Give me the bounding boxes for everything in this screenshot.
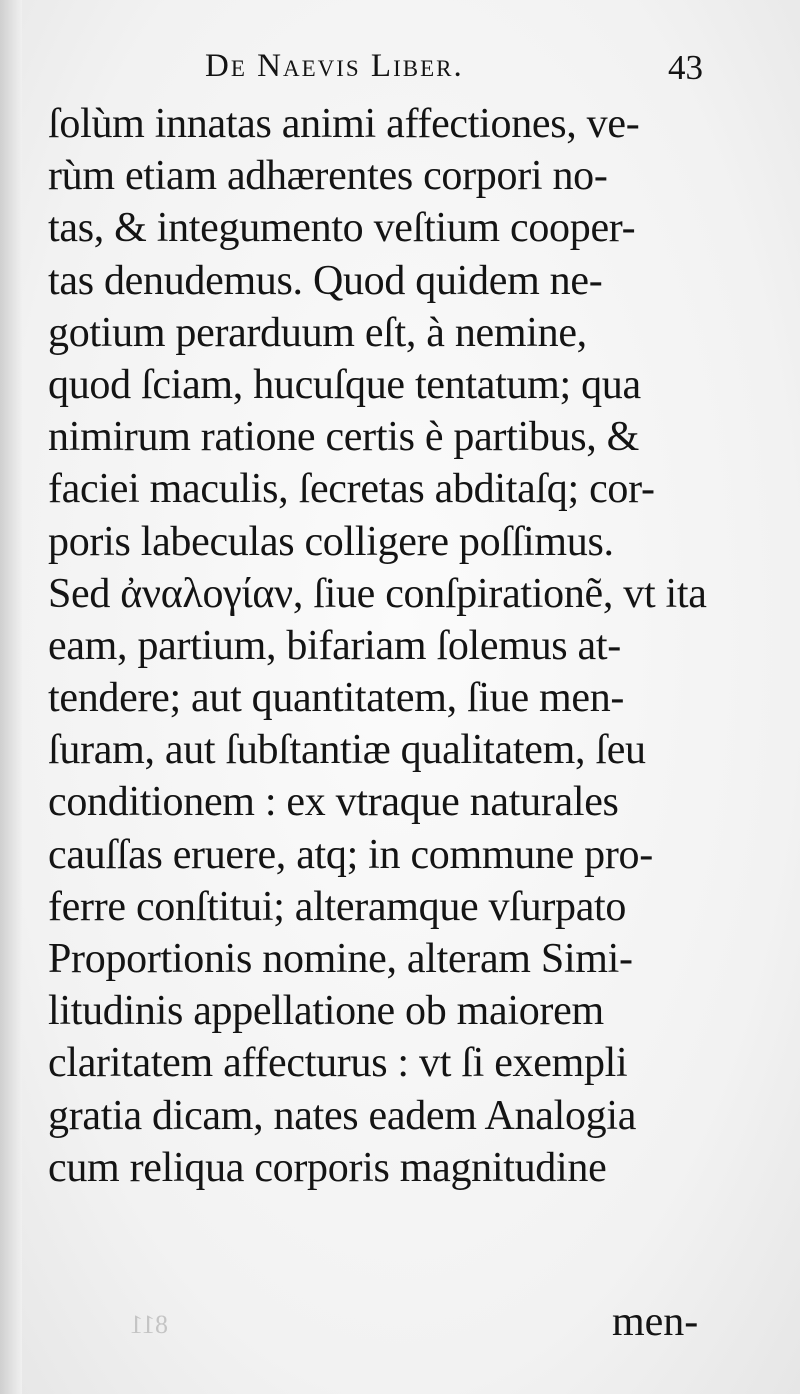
- text-line: tas, & integumento veſtium cooper-: [48, 205, 636, 252]
- text-line: ferre conſtitui; alteramque vſurpato: [48, 883, 627, 930]
- text-line: faciei maculis, ſecretas abditaſq; cor-: [48, 466, 655, 513]
- text-line: cum reliqua corporis magnitudine: [48, 1144, 607, 1191]
- text-line: gratia dicam, nates eadem Analogia: [48, 1092, 637, 1139]
- text-line: nimirum ratione certis è partibus, &: [48, 414, 640, 461]
- body-text: [48, 98, 773, 1194]
- text-line: gotium perarduum eſt, à nemine,: [48, 309, 587, 356]
- text-line: ſuram, aut ſubſtantiæ qualitatem, ſeu: [48, 727, 646, 774]
- text-line: ſolùm innatas animi affectiones, ve-: [48, 101, 640, 147]
- page-header: [0, 42, 800, 102]
- text-line: cauſſas eruere, atq; in commune pro-: [48, 831, 653, 878]
- text-line: tas denudemus. Quod quidem ne-: [48, 257, 603, 304]
- text-line: rùm etiam adhærentes corpori no-: [48, 153, 608, 200]
- text-line: eam, partium, bifariam ſolemus at-: [48, 622, 621, 669]
- text-line: conditionem : ex vtraque naturales: [48, 779, 619, 826]
- text-line: poris labeculas colligere poſſimus.: [48, 518, 614, 565]
- page-number: 43: [668, 48, 703, 87]
- text-line: litudinis appellatione ob maiorem: [48, 988, 604, 1035]
- running-title: De Naevis Liber.: [205, 48, 464, 84]
- catchword: men-: [612, 1299, 699, 1345]
- text-line: claritatem affecturus : vt ſi exempli: [48, 1040, 628, 1087]
- bleed-through-page-number: 811: [130, 1310, 169, 1339]
- text-line: Proportionis nomine, alteram Simi-: [48, 936, 633, 982]
- text-line: quod ſciam, hucuſque tentatum; qua: [48, 361, 641, 408]
- binding-gutter: [0, 0, 22, 1394]
- text-line: Sed ἀναλογίαν, ſiue conſpirationẽ, vt ita: [48, 570, 707, 617]
- text-line: tendere; aut quantitatem, ſiue men-: [48, 675, 625, 722]
